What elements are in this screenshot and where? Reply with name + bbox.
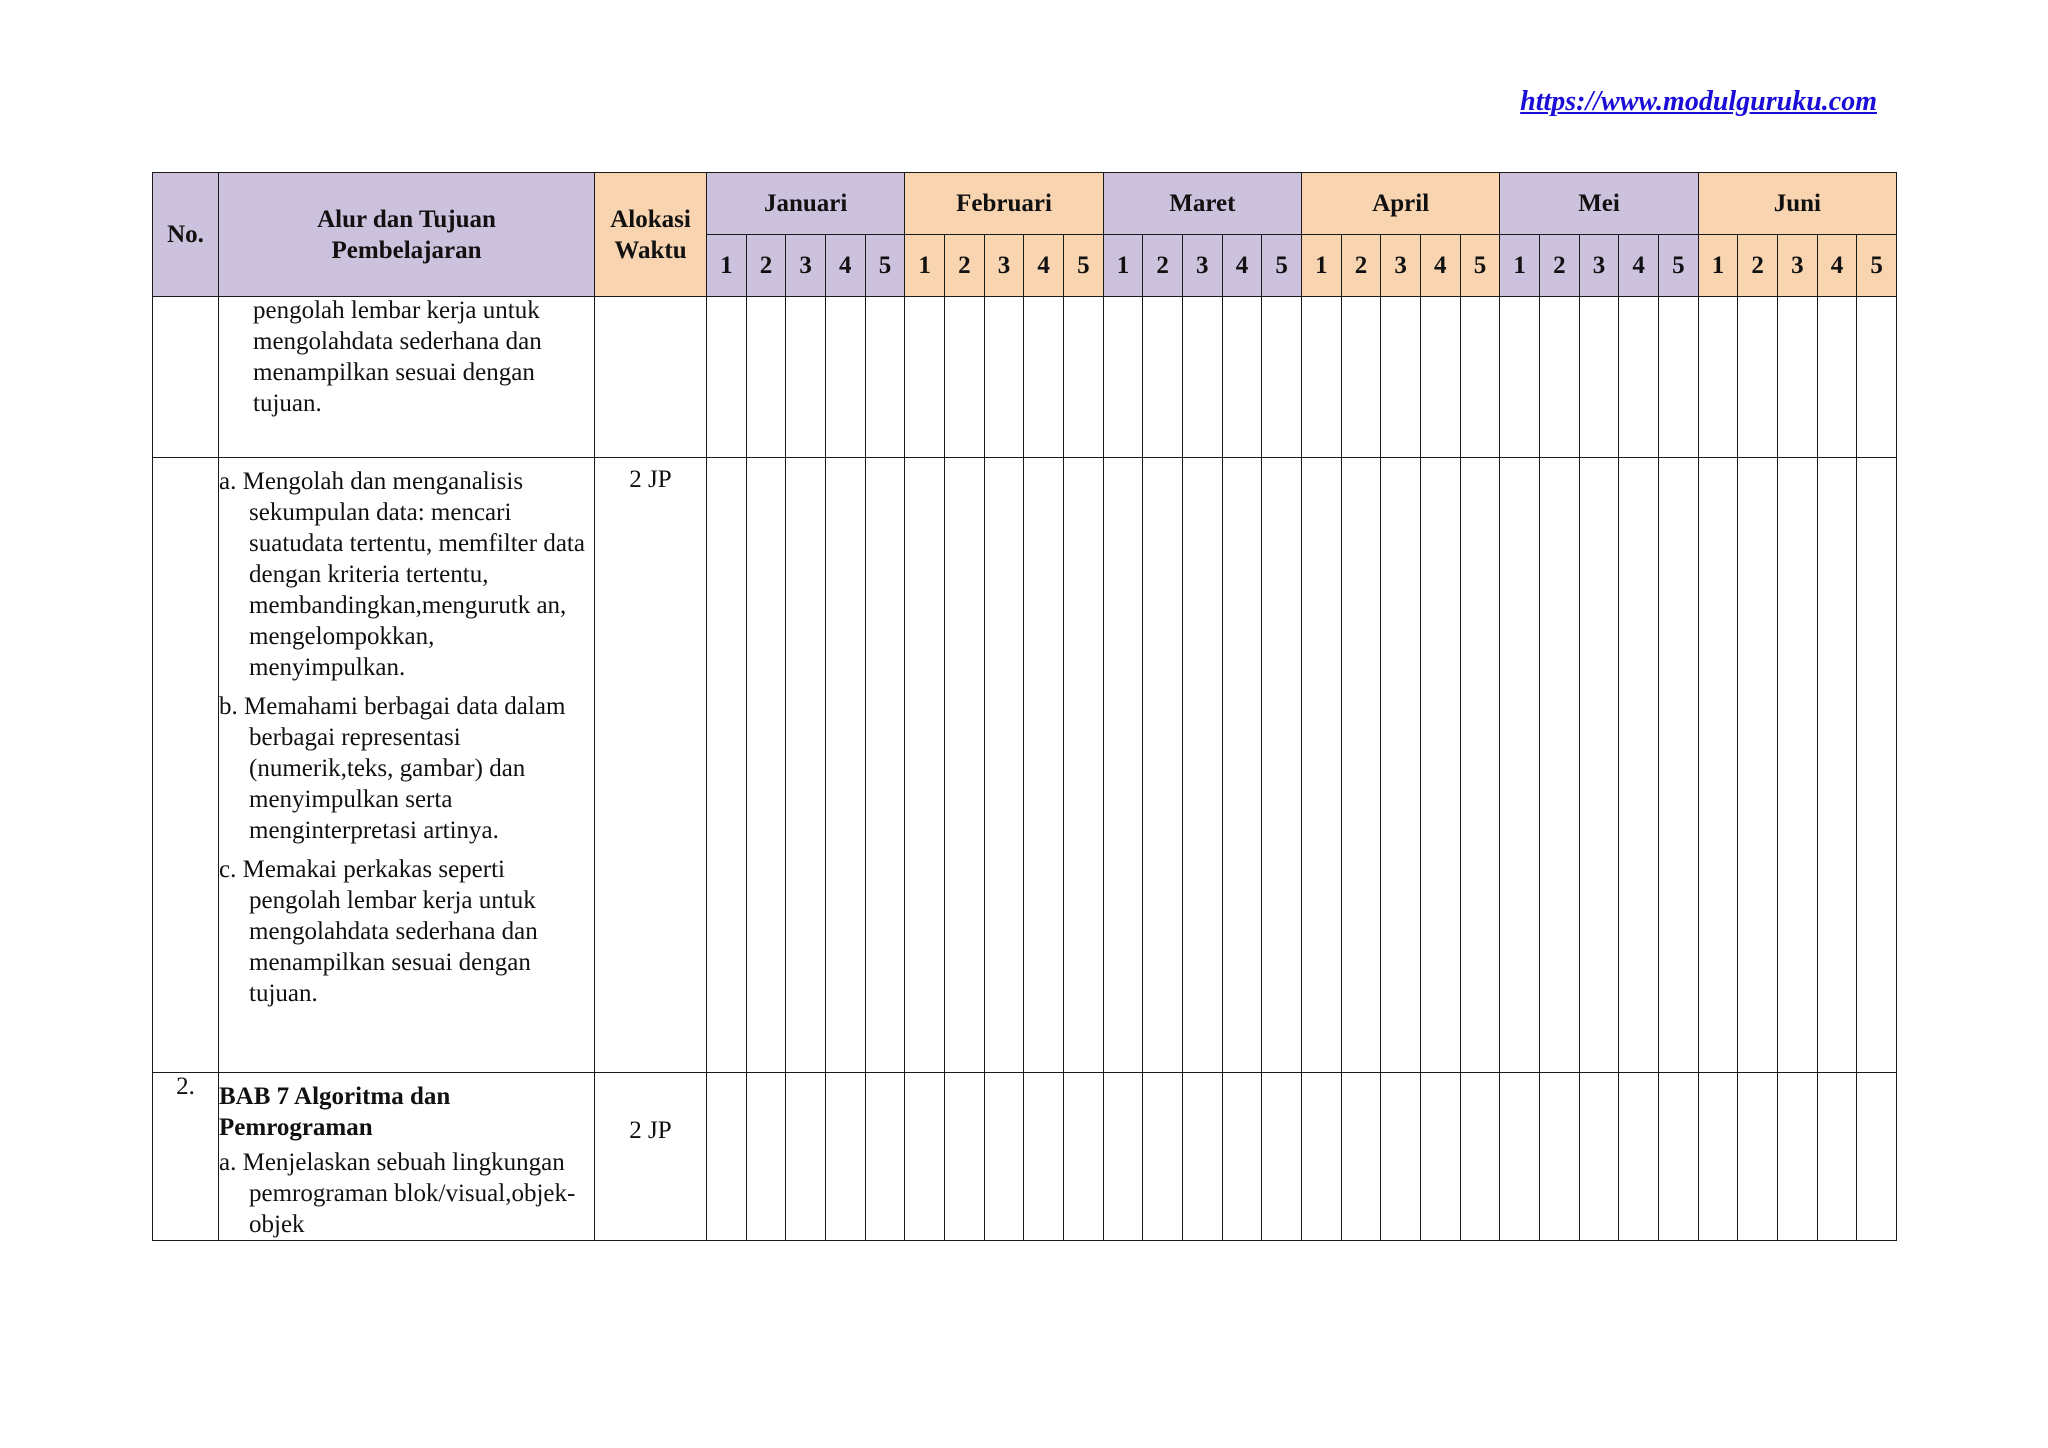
schedule-cell	[984, 1073, 1024, 1241]
row-description	[219, 458, 595, 1073]
schedule-cell	[1579, 297, 1619, 458]
week-header: 2	[746, 235, 786, 297]
schedule-cell	[1857, 297, 1897, 458]
schedule-cell	[1460, 297, 1500, 458]
schedule-cell	[1420, 458, 1460, 1073]
schedule-cell	[1143, 297, 1183, 458]
week-header: 3	[984, 235, 1024, 297]
schedule-cell	[1341, 1073, 1381, 1241]
schedule-cell	[1063, 1073, 1103, 1241]
week-header: 5	[1262, 235, 1302, 297]
header-month-februari: Februari	[905, 173, 1103, 235]
schedule-cell	[1381, 297, 1421, 458]
schedule-cell	[1778, 1073, 1818, 1241]
schedule-cell	[1619, 297, 1659, 458]
row-description	[219, 297, 595, 458]
schedule-cell	[1143, 458, 1183, 1073]
week-header: 4	[1420, 235, 1460, 297]
schedule-cell	[1619, 458, 1659, 1073]
objective-item: a. Menjelaskan sebuah lingkungan pemrograman blok/visual,objek-objek	[219, 1149, 576, 1238]
schedule-cell	[1381, 1073, 1421, 1241]
header-alokasi-waktu: Alokasi Waktu	[595, 173, 707, 297]
schedule-cell	[1302, 458, 1342, 1073]
schedule-cell	[1302, 297, 1342, 458]
header-month-april: April	[1302, 173, 1500, 235]
week-header: 1	[707, 235, 747, 297]
schedule-cell	[707, 1073, 747, 1241]
week-header: 3	[1381, 235, 1421, 297]
schedule-cell	[825, 297, 865, 458]
schedule-cell	[1460, 1073, 1500, 1241]
schedule-cell	[984, 458, 1024, 1073]
schedule-cell	[1817, 1073, 1857, 1241]
objective-item: a. Mengolah dan menganalisis sekumpulan data: mencari suatudata tertentu, memfilter data dengan kriteria tertentu, membandingkan,mengurutk an, mengelompokkan, menyimpulkan.	[219, 468, 585, 681]
week-header: 4	[1024, 235, 1064, 297]
week-header: 3	[786, 235, 826, 297]
schedule-cell	[905, 297, 945, 458]
header-alur-tujuan: Alur dan Tujuan Pembelajaran	[219, 173, 595, 297]
week-header: 2	[1540, 235, 1580, 297]
schedule-cell	[984, 297, 1024, 458]
header-month-januari: Januari	[707, 173, 905, 235]
schedule-cell	[746, 297, 786, 458]
schedule-cell	[945, 1073, 985, 1241]
schedule-cell	[746, 1073, 786, 1241]
schedule-cell	[1182, 297, 1222, 458]
schedule-cell	[1262, 458, 1302, 1073]
table-row	[153, 458, 1897, 1073]
week-header: 2	[1143, 235, 1183, 297]
schedule-cell	[1103, 297, 1143, 458]
schedule-cell	[746, 458, 786, 1073]
chapter-title: BAB 7 Algoritma dan Pemrograman	[219, 1083, 451, 1141]
schedule-cell	[1857, 458, 1897, 1073]
schedule-cell	[825, 1073, 865, 1241]
schedule-cell	[1579, 1073, 1619, 1241]
row-number: 2.	[153, 1073, 219, 1241]
schedule-cell	[1738, 1073, 1778, 1241]
schedule-cell	[1222, 1073, 1262, 1241]
objective-item: b. Memahami berbagai data dalam berbagai representasi (numerik,teks, gambar) dan menyimpulkan serta menginterpretasi artinya.	[219, 693, 566, 844]
header-no: No.	[153, 173, 219, 297]
schedule-cell	[1817, 458, 1857, 1073]
week-header: 5	[865, 235, 905, 297]
schedule-cell	[825, 458, 865, 1073]
schedule-cell	[786, 297, 826, 458]
header-month-mei: Mei	[1500, 173, 1698, 235]
schedule-table	[152, 172, 1897, 1241]
schedule-cell	[1857, 1073, 1897, 1241]
website-link[interactable]: https://www.modulguruku.com	[1520, 86, 1877, 117]
row-alokasi: 2 JP	[595, 458, 707, 1073]
schedule-cell	[1182, 458, 1222, 1073]
schedule-cell	[945, 297, 985, 458]
week-header: 5	[1460, 235, 1500, 297]
week-header: 3	[1778, 235, 1818, 297]
schedule-cell	[1658, 297, 1698, 458]
row-number	[153, 458, 219, 1073]
week-header: 4	[1619, 235, 1659, 297]
week-header: 5	[1063, 235, 1103, 297]
week-header: 1	[905, 235, 945, 297]
week-header: 4	[1222, 235, 1262, 297]
schedule-cell	[1262, 297, 1302, 458]
schedule-cell	[1182, 1073, 1222, 1241]
schedule-cell	[1341, 297, 1381, 458]
week-header: 1	[1500, 235, 1540, 297]
schedule-cell	[905, 458, 945, 1073]
schedule-cell	[1024, 297, 1064, 458]
schedule-cell	[1381, 458, 1421, 1073]
week-header: 2	[1341, 235, 1381, 297]
schedule-cell	[1817, 297, 1857, 458]
schedule-cell	[1579, 458, 1619, 1073]
week-header: 1	[1698, 235, 1738, 297]
row-alokasi: 2 JP	[595, 1073, 707, 1241]
schedule-cell	[1738, 458, 1778, 1073]
header-month-maret: Maret	[1103, 173, 1301, 235]
week-header: 3	[1182, 235, 1222, 297]
schedule-cell	[1619, 1073, 1659, 1241]
schedule-cell	[1420, 1073, 1460, 1241]
schedule-cell	[1540, 458, 1580, 1073]
schedule-cell	[1778, 458, 1818, 1073]
schedule-cell	[786, 1073, 826, 1241]
table-row	[153, 1073, 1897, 1241]
week-header: 1	[1103, 235, 1143, 297]
schedule-cell	[865, 297, 905, 458]
schedule-cell	[1103, 1073, 1143, 1241]
schedule-cell	[865, 458, 905, 1073]
week-header: 5	[1857, 235, 1897, 297]
schedule-cell	[905, 1073, 945, 1241]
continuation-text: pengolah lembar kerja untuk mengolahdata sederhana dan menampilkan sesuai dengan tujuan.	[253, 297, 542, 417]
schedule-cell	[786, 458, 826, 1073]
row-description	[219, 1073, 595, 1241]
schedule-cell	[1500, 1073, 1540, 1241]
week-header: 3	[1579, 235, 1619, 297]
schedule-cell	[1063, 458, 1103, 1073]
schedule-cell	[1024, 1073, 1064, 1241]
row-number	[153, 297, 219, 458]
schedule-cell	[1222, 297, 1262, 458]
schedule-cell	[1698, 458, 1738, 1073]
week-header: 2	[1738, 235, 1778, 297]
week-header: 4	[825, 235, 865, 297]
schedule-cell	[1302, 1073, 1342, 1241]
header-month-juni: Juni	[1698, 173, 1896, 235]
week-header: 1	[1302, 235, 1342, 297]
week-header: 4	[1817, 235, 1857, 297]
table-row	[153, 297, 1897, 458]
schedule-cell	[1460, 458, 1500, 1073]
schedule-cell	[1024, 458, 1064, 1073]
schedule-cell	[1262, 1073, 1302, 1241]
schedule-cell	[707, 458, 747, 1073]
schedule-cell	[1103, 458, 1143, 1073]
schedule-cell	[1420, 297, 1460, 458]
schedule-cell	[1500, 297, 1540, 458]
objective-item: c. Memakai perkakas seperti pengolah lembar kerja untuk mengolahdata sederhana dan menampilkan sesuai dengan tujuan.	[219, 856, 538, 1007]
schedule-cell	[1698, 297, 1738, 458]
schedule-cell	[1063, 297, 1103, 458]
schedule-cell	[1143, 1073, 1183, 1241]
schedule-cell	[1222, 458, 1262, 1073]
schedule-cell	[945, 458, 985, 1073]
week-header: 5	[1658, 235, 1698, 297]
schedule-cell	[1698, 1073, 1738, 1241]
schedule-cell	[1778, 297, 1818, 458]
schedule-cell	[707, 297, 747, 458]
schedule-cell	[1658, 458, 1698, 1073]
schedule-cell	[1658, 1073, 1698, 1241]
schedule-cell	[865, 1073, 905, 1241]
schedule-cell	[1500, 458, 1540, 1073]
row-alokasi	[595, 297, 707, 458]
schedule-cell	[1341, 458, 1381, 1073]
week-header: 2	[945, 235, 985, 297]
schedule-cell	[1540, 297, 1580, 458]
schedule-cell	[1738, 297, 1778, 458]
schedule-cell	[1540, 1073, 1580, 1241]
